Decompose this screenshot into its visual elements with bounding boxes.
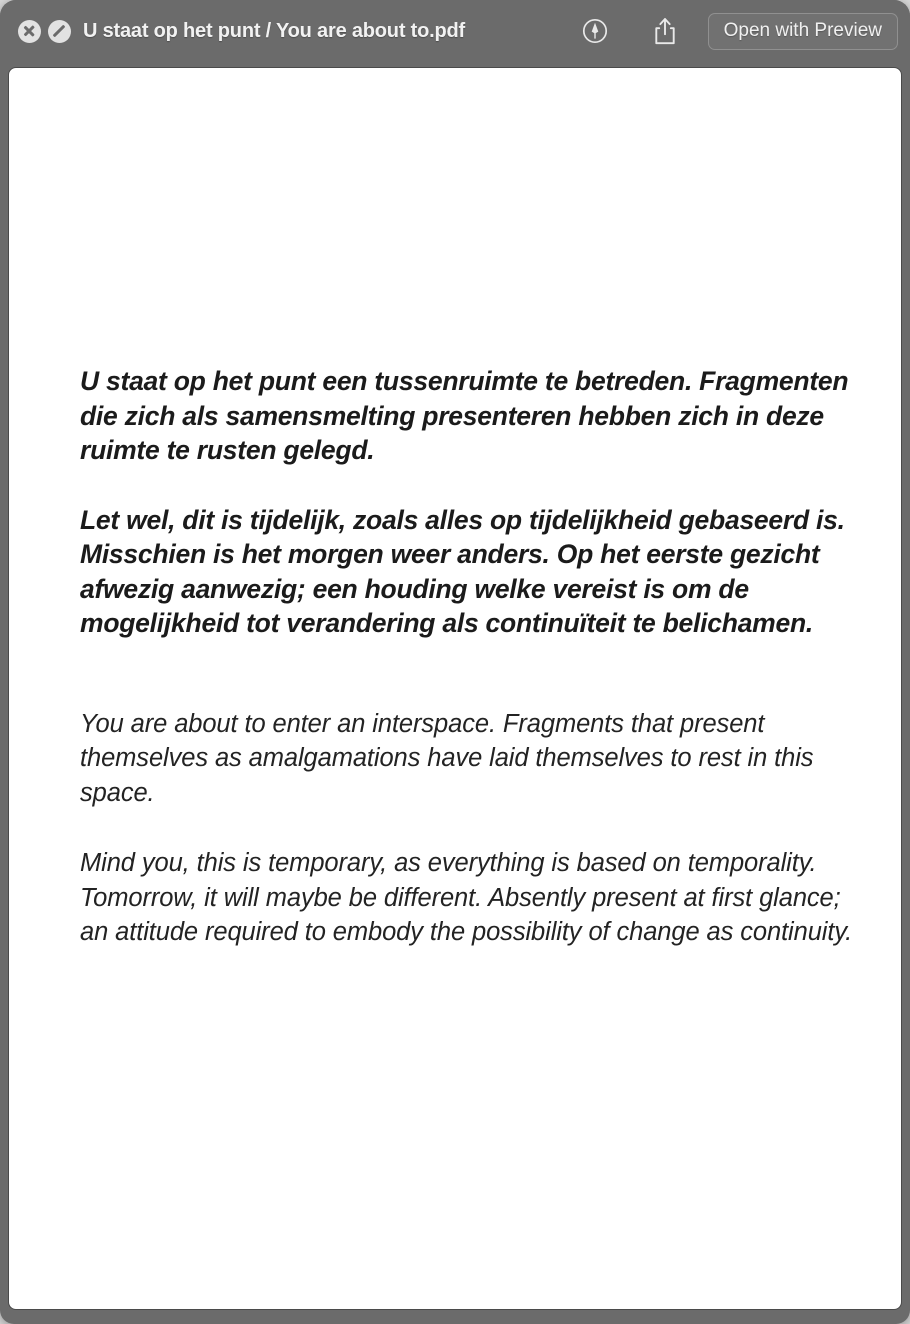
markup-pen-icon <box>580 16 610 46</box>
document-page-inner <box>9 68 901 1309</box>
markup-button[interactable] <box>578 14 612 48</box>
window-title: U staat op het punt / You are about to.pdf <box>83 19 465 42</box>
paragraph-nl-2: Let wel, dit is tijdelijk, zoals alles op tijdelijkheid gebaseerd is. Misschien is het morgen weer anders. Op het eerste gezicht afwezig aanwezig; een houding welke vereist is om de mogelijkheid tot verandering als continuïteit te belichamen. <box>80 504 845 638</box>
paragraph-en-2: Mind you, this is temporary, as everything is based on temporality. Tomorrow, it will maybe be different. Absently present at first glance; an attitude required to embody the possibility of change as continuity. <box>80 849 853 946</box>
document-text-body <box>80 364 870 950</box>
document-page[interactable] <box>8 67 902 1310</box>
paragraph-gap <box>80 810 870 846</box>
prohibited-circle-icon <box>48 20 71 43</box>
paragraph-gap <box>80 641 870 707</box>
share-button[interactable] <box>648 14 682 48</box>
block-button[interactable] <box>44 16 74 46</box>
close-button[interactable] <box>14 16 44 46</box>
paragraph-en-1: You are about to enter an interspace. Fragments that present themselves as amalgamations have laid themselves to rest in this space. <box>80 709 814 807</box>
paragraph-gap <box>80 468 870 503</box>
quick-look-toolbar <box>0 0 910 62</box>
open-with-preview-button[interactable]: Open with Preview <box>708 13 898 50</box>
share-upload-icon <box>650 15 680 47</box>
close-circle-icon <box>18 20 41 43</box>
paragraph-nl-1: U staat op het punt een tussenruimte te betreden. Fragmenten die zich als samensmelting presenteren hebben zich in deze ruimte te rusten gelegd. <box>80 366 849 465</box>
